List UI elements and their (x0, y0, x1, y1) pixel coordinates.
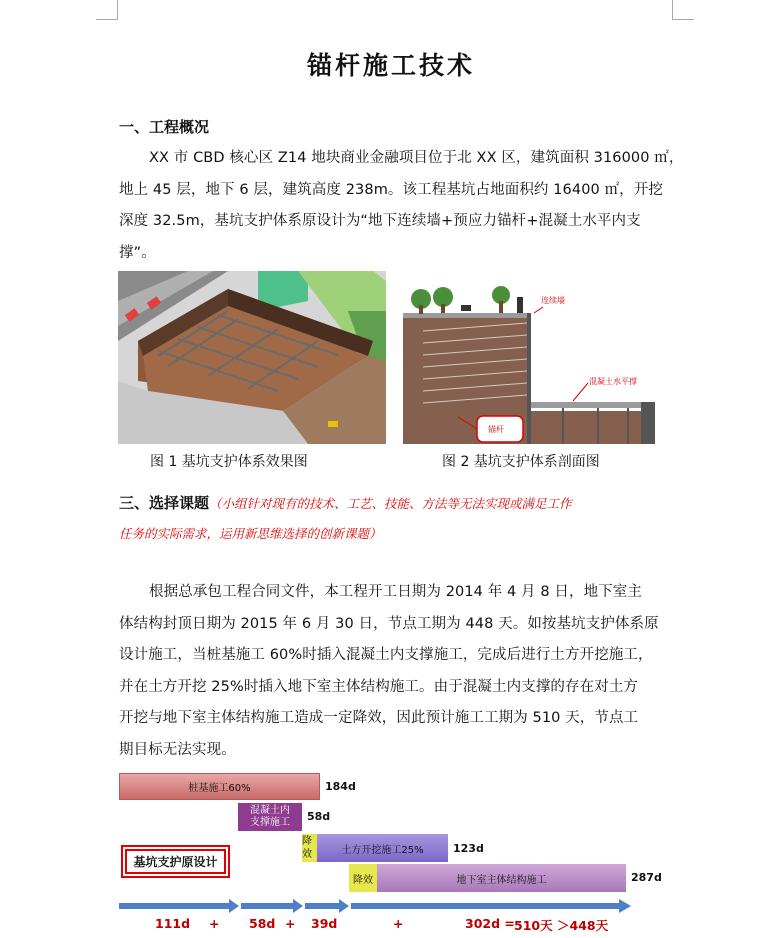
timeline-comparison: ＞448天 (557, 918, 609, 933)
gantt-bar-strut-line1: 混凝土内 (250, 805, 290, 816)
label-concrete-strut: 混凝土水平撑 (589, 377, 637, 386)
label-continuous-wall: 连续墙 (541, 296, 565, 305)
page-corner-mark-left (96, 0, 118, 20)
timeline-total: 510天 (514, 918, 553, 933)
excavation-3d-illustration (118, 271, 386, 444)
document-title: 锚杆施工技术 (306, 51, 475, 80)
gantt-duration-strut: 58d (307, 810, 331, 823)
paragraph-line: XX 市 CBD 核心区 Z14 地块商业金融项目位于北 XX 区，建筑面积 316000 ㎡， (149, 150, 684, 166)
original-design-label: 基坑支护原设计 (125, 849, 226, 874)
paragraph-line: 体结构封顶日期为 2015 年 6 月 30 日，节点工期为 448 天。如按基坑支护体系原 (119, 615, 659, 632)
gantt-flag-basement: 降效 (349, 864, 377, 892)
timeline-plus: + (285, 916, 296, 931)
timeline-segment: 58d (249, 916, 276, 931)
gantt-bar-basement: 地下室主体结构施工 (377, 864, 626, 892)
figure-1-rendering (118, 271, 386, 444)
timeline-segment: 302d = (465, 916, 515, 931)
timeline-plus: + (393, 916, 404, 931)
section-heading-topic (119, 492, 679, 513)
gantt-bar-earthwork: 土方开挖施工25% (317, 834, 448, 862)
figure-1-caption: 图 1 基坑支护体系效果图 (150, 454, 308, 470)
timeline-segment: 111d (155, 916, 191, 931)
timeline-plus: + (209, 916, 220, 931)
gantt-bar-strut (238, 803, 302, 831)
paragraph-line: 根据总承包工程合同文件，本工程开工日期为 2014 年 4 月 8 日，地下室主 (149, 584, 643, 600)
label-anchor: 锚杆 (488, 425, 504, 434)
gantt-duration-pile: 184d (325, 780, 356, 793)
paragraph-line: 深度 32.5m，基坑支护体系原设计为“地下连续墙+预应力锚杆+混凝土水平内支 (119, 213, 641, 229)
page-corner-mark-right (672, 0, 694, 20)
figure-2-section-diagram (403, 271, 655, 444)
topic-note-line-2: 任务的实际需求，运用新思维选择的创新课题） (119, 526, 382, 541)
gantt-duration-basement: 287d (631, 871, 662, 884)
topic-paragraph (119, 577, 671, 766)
paragraph-line: 地上 45 层，地下 6 层，建筑高度 238m。该工程基坑占地面积约 16400 ㎡，开挖 (119, 181, 663, 198)
section-heading-text: 三、选择课题 (119, 494, 210, 512)
paragraph-line: 设计施工，当桩基施工 60%时插入混凝土内支撑施工，完成后进行土方开挖施工， (119, 647, 653, 663)
gantt-flag-earthwork: 降效 (302, 834, 317, 862)
figure-2-caption: 图 2 基坑支护体系剖面图 (442, 454, 600, 470)
section-diagram-illustration (403, 271, 655, 444)
timeline-segment: 39d (311, 916, 338, 931)
gantt-bar-pile: 桩基施工60% (119, 773, 320, 800)
topic-note-line-1: （小组针对现有的技术、工艺、技能、方法等无法实现或满足工作 (209, 496, 572, 511)
gantt-bar-strut-line2: 支撑施工 (250, 817, 290, 828)
paragraph-line: 期目标无法实现。 (119, 741, 236, 758)
section-heading-overview: 一、工程概况 (119, 118, 210, 136)
paragraph-line: 开挖与地下室主体结构施工造成一定降效，因此预计施工工期为 510 天，节点工 (119, 710, 639, 726)
paragraph-line: 并在土方开挖 25%时插入地下室主体结构施工。由于混凝土内支撑的存在对土方 (119, 678, 639, 695)
overview-paragraph (119, 143, 684, 269)
timeline-arrow (119, 898, 634, 914)
paragraph-line: 撑”。 (119, 244, 156, 261)
gantt-duration-earthwork: 123d (453, 842, 484, 855)
original-design-box (121, 845, 230, 878)
